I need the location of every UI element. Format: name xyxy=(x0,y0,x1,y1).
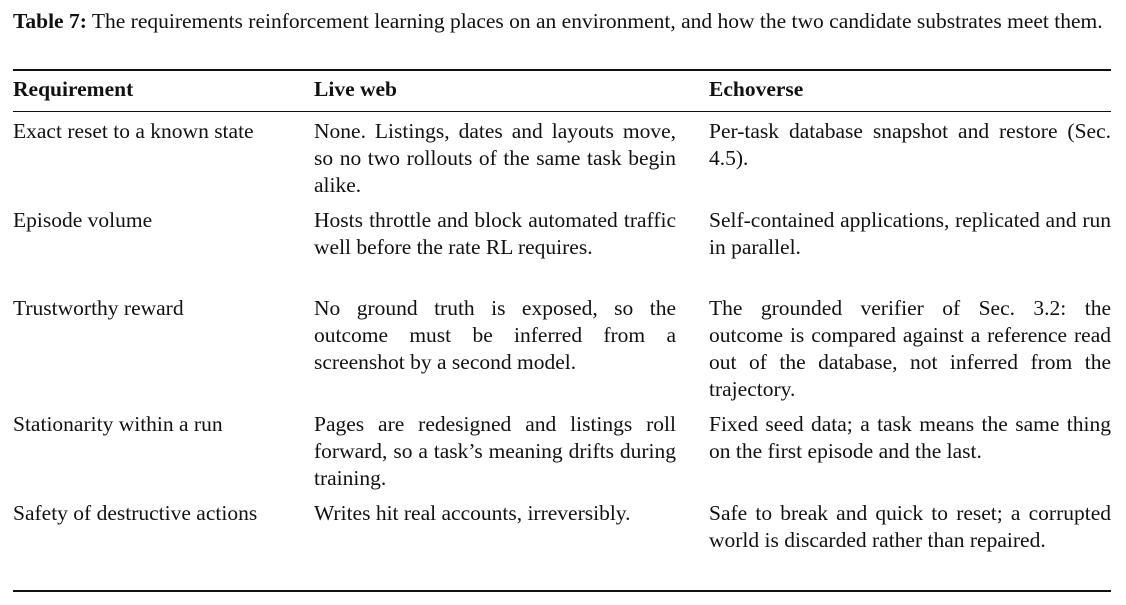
caption-label: Table 7: xyxy=(13,9,87,33)
header-rule xyxy=(13,111,1111,112)
top-rule xyxy=(13,69,1111,71)
echoverse-cell: The grounded verifier of Sec. 3.2: the outcome is compared against a reference read out of the database, not inferred from the trajectory. xyxy=(709,296,1111,401)
live-web-cell: Hosts throttle and block automated traffic well before the rate RL requires. xyxy=(314,208,676,259)
table-caption xyxy=(13,8,1111,35)
requirement-cell: Trustworthy reward xyxy=(13,296,184,320)
bottom-rule xyxy=(13,590,1111,592)
live-web-cell: No ground truth is exposed, so the outcome must be inferred from a screenshot by a second model. xyxy=(314,296,676,374)
live-web-cell: None. Listings, dates and layouts move, so no two rollouts of the same task begin alike. xyxy=(314,119,676,197)
echoverse-cell: Per-task database snapshot and restore (Sec. 4.5). xyxy=(709,119,1111,170)
header-echoverse: Echoverse xyxy=(709,77,804,101)
requirement-cell: Stationarity within a run xyxy=(13,412,223,436)
caption-text: The requirements reinforcement learning places on an environment, and how the two candidate substrates meet them. xyxy=(91,9,1103,33)
live-web-cell: Writes hit real accounts, irreversibly. xyxy=(314,501,631,525)
header-live-web: Live web xyxy=(314,77,398,101)
header-requirement: Requirement xyxy=(13,77,134,101)
requirement-cell: Episode volume xyxy=(13,208,153,232)
requirement-cell: Safety of destructive actions xyxy=(13,501,258,525)
echoverse-cell: Safe to break and quick to reset; a corrupted world is discarded rather than repaired. xyxy=(709,501,1111,552)
echoverse-cell: Self-contained applications, replicated and run in parallel. xyxy=(709,208,1111,259)
live-web-cell: Pages are redesigned and listings roll forward, so a task’s meaning drifts during training. xyxy=(314,412,676,490)
echoverse-cell: Fixed seed data; a task means the same thing on the first episode and the last. xyxy=(709,412,1111,463)
requirement-cell: Exact reset to a known state xyxy=(13,119,254,143)
